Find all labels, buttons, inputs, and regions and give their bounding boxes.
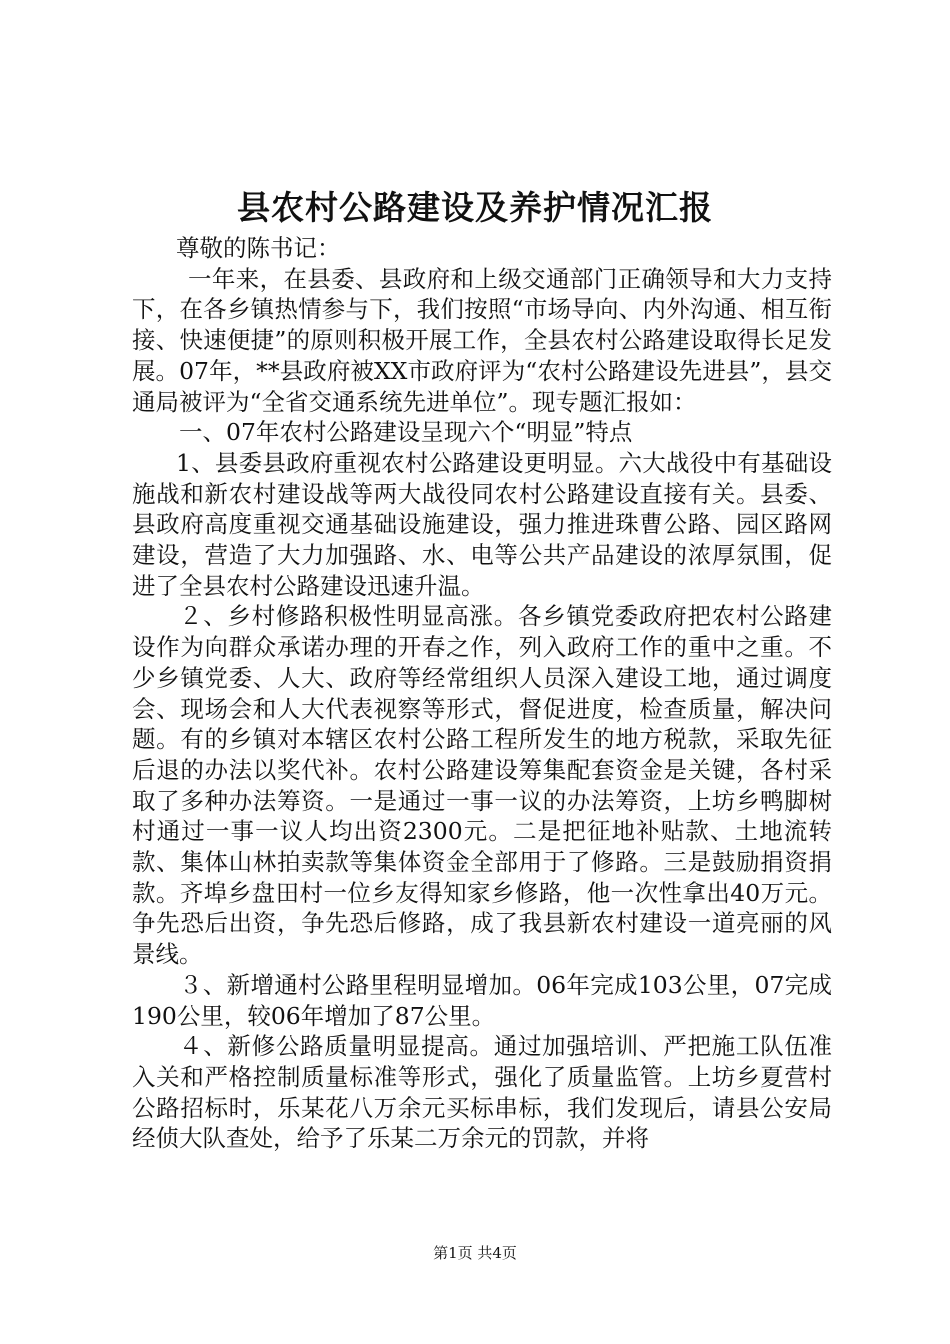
paragraph-intro: 一年来，在县委、县政府和上级交通部门正确领导和大力支持下，在各乡镇热情参与下，我们按照“市场导向、内外沟通、相互衔接、快速便捷”的原则积极开展工作，全县农村公路建设取得长足发展。07年，**县政府被XX市政府评为“农村公路建设先进县”，县交通局被评为“全省交通系统先进单位”。现专题汇报如： [132, 264, 832, 416]
section-heading: 一、07年农村公路建设呈现六个“明显”特点 [179, 418, 633, 447]
paragraph-point-3: ３、新增通村公路里程明显增加。06年完成103公里，07完成190公里，较06年增加了87公里。 [132, 970, 832, 1030]
salutation: 尊敬的陈书记： [176, 234, 341, 262]
paragraph-point-2: ２、乡村修路积极性明显高涨。各乡镇党委政府把农村公路建设作为向群众承诺办理的开春之作，列入政府工作的重中之重。不少乡镇党委、人大、政府等经常组织人员深入建设工地，通过调度会、现场会和人大代表视察等形式，督促进度，检查质量，解决问题。有的乡镇对本辖区农村公路工程所发生的地方税款，采取先征后退的办法以奖代补。农村公路建设筹集配套资金是关键，各村采取了多种办法筹资。一是通过一事一议的办法筹资，上坊乡鸭脚树村通过一事一议人均出资2300元。二是把征地补贴款、土地流转款、集体山林拍卖款等集体资金全部用于了修路。三是鼓励捐资捐款。齐埠乡盘田村一位乡友得知家乡修路，他一次性拿出40万元。争先恐后出资，争先恐后修路，成了我县新农村建设一道亮丽的风景线。 [132, 602, 832, 969]
page-indicator: 第1页 共4页 [433, 1244, 517, 1262]
document-title: 县农村公路建设及养护情况汇报 [237, 188, 713, 227]
document-body [132, 233, 832, 1154]
paragraph-point-1: 1、县委县政府重视农村公路建设更明显。六大战役中有基础设施战和新农村建设战等两大战役同农村公路建设直接有关。县委、县政府高度重视交通基础设施建设，强力推进珠曹公路、园区路网建设，营造了大力加强路、水、电等公共产品建设的浓厚氛围，促进了全县农村公路建设迅速升温。 [132, 448, 832, 600]
paragraph-point-4: ４、新修公路质量明显提高。通过加强培训、严把施工队伍准入关和严格控制质量标准等形式，强化了质量监管。上坊乡夏营村公路招标时，乐某花八万余元买标串标，我们发现后，请县公安局经侦大队查处，给予了乐某二万余元的罚款，并将 [132, 1032, 832, 1153]
